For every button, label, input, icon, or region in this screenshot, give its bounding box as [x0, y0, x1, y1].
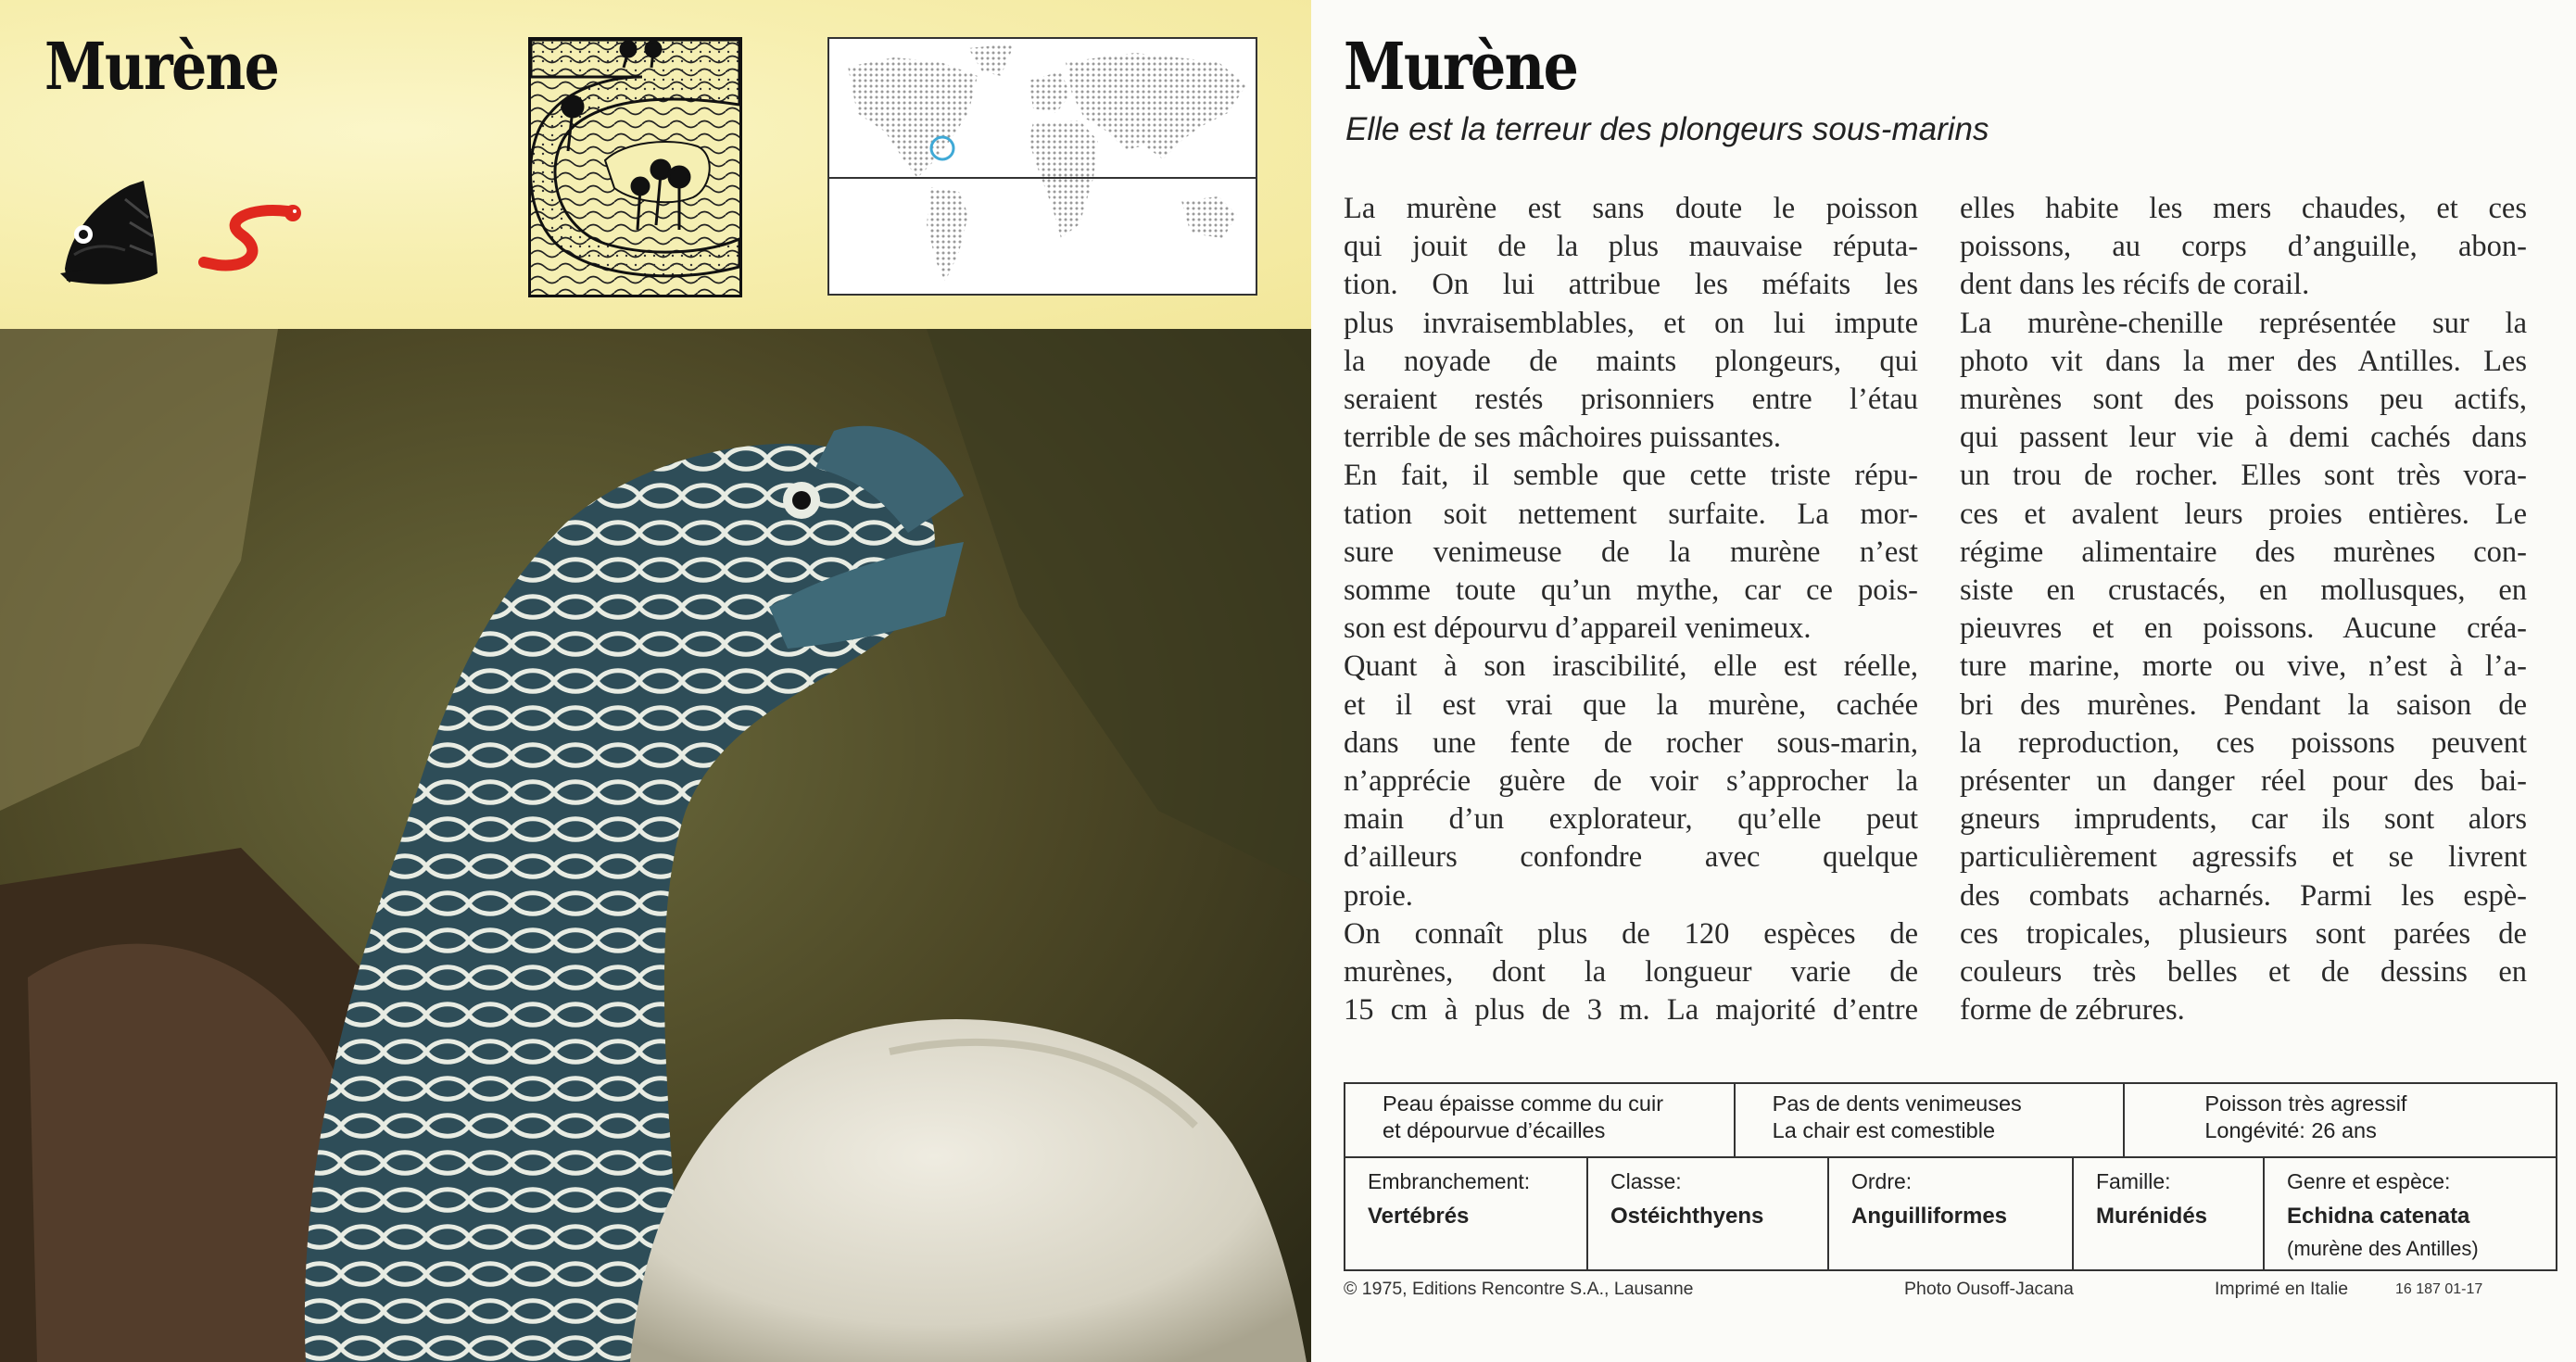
- taxonomy-value: Anguilliformes: [1851, 1204, 2008, 1229]
- fact-line: Pas de dents venimeuses: [1772, 1091, 2022, 1116]
- text-line: couleurs très belles et de dessins en: [1960, 955, 2527, 990]
- text-line: proie.: [1344, 878, 1413, 913]
- reef-habitat-icon: [528, 37, 742, 297]
- taxonomy-cell: [1588, 1158, 1829, 1269]
- text-line: bri des murènes. Pendant la saison de: [1960, 687, 2527, 722]
- text-line: seraient restés prisonniers entre l’étau: [1344, 383, 1918, 417]
- fact-cell: [2125, 1084, 2556, 1156]
- text-line: pieuvres et en poissons. Aucune créa-: [1960, 612, 2527, 646]
- text-line: tation soit nettement surfaite. La mor-: [1344, 497, 1918, 531]
- text-line: ces et avalent leurs proies entières. Le: [1960, 497, 2527, 531]
- card-header: [0, 0, 1311, 329]
- taxonomy-label: Ordre:: [1851, 1169, 1913, 1193]
- text-line: qui jouit de la plus mauvaise réputa-: [1344, 230, 1918, 264]
- text-line: des combats acharnés. Parmi les espè-: [1960, 878, 2527, 913]
- copyright-text: © 1975, Editions Rencontre S.A., Lausanne: [1344, 1279, 1694, 1299]
- fact-line: Longévité: 26 ans: [2204, 1118, 2377, 1142]
- text-line: qui passent leur vie à demi cachés dans: [1960, 421, 2527, 455]
- text-line: La murène est sans doute le poisson: [1344, 192, 1918, 225]
- fact-cell: [1736, 1084, 2126, 1156]
- text-line: dans une fente de rocher sous-marin,: [1344, 725, 1918, 760]
- taxonomy-cell: [2265, 1158, 2556, 1269]
- facts-top-row: [1344, 1082, 2557, 1158]
- text-line: un trou de rocher. Elles sont très vora-: [1960, 459, 2527, 493]
- fact-line: La chair est comestible: [1772, 1118, 1996, 1142]
- card-code: 16 187 01-17: [2395, 1281, 2483, 1297]
- taxonomy-label: Classe:: [1610, 1169, 1682, 1193]
- text-line: Quant à son irascibilité, elle est réelle,: [1344, 649, 1918, 684]
- printed-text: Imprimé en Italie: [2215, 1279, 2349, 1299]
- text-line: dent dans les récifs de corail.: [1960, 268, 2310, 302]
- taxonomy-value: Murénidés: [2096, 1204, 2208, 1229]
- text-line: d’ailleurs confondre avec quelque: [1344, 840, 1918, 875]
- text-line: la noyade de maints plongeurs, qui: [1344, 344, 1918, 378]
- back-card: [1311, 0, 2576, 1362]
- text-line: tion. On lui attribue les méfaits les: [1344, 268, 1918, 302]
- taxonomy-value: Echidna catenata: [2287, 1204, 2470, 1229]
- taxonomy-cell: [1829, 1158, 2074, 1269]
- text-line: forme de zébrures.: [1960, 993, 2185, 1028]
- taxonomy-cell: [2074, 1158, 2265, 1269]
- text-line: terrible de ses mâchoires puissantes.: [1344, 421, 1782, 455]
- text-line: sure venimeuse de la murène n’est: [1344, 535, 1918, 569]
- taxonomy-value: Ostéichthyens: [1610, 1204, 1764, 1229]
- taxonomy-value: Vertébrés: [1368, 1204, 1470, 1229]
- text-line: particulièrement agressifs et se livrent: [1960, 840, 2527, 875]
- text-line: La murène-chenille représentée sur la: [1960, 306, 2527, 340]
- card-title: Murène: [1344, 28, 1578, 105]
- text-column-1: [1344, 190, 1918, 1029]
- taxonomy-cell: [1345, 1158, 1588, 1269]
- text-line: et il est vrai que la murène, cachée: [1344, 687, 1918, 722]
- text-line: poissons, au corps d’anguille, abon-: [1960, 230, 2527, 264]
- text-line: murènes, dont la longueur varie de: [1344, 955, 1918, 990]
- fact-line: et dépourvue d’écailles: [1383, 1118, 1606, 1142]
- text-line: plus invraisemblables, et on lui impute: [1344, 306, 1918, 340]
- text-column-2: [1960, 190, 2527, 1029]
- card-subtitle: Elle est la terreur des plongeurs sous-marins: [1345, 111, 1989, 147]
- facts-table: [1344, 1082, 2557, 1271]
- text-line: photo vit dans la mer des Antilles. Les: [1960, 344, 2527, 378]
- text-line: la reproduction, ces poissons peuvent: [1960, 725, 2527, 760]
- text-line: En fait, il semble que cette triste répu-: [1344, 459, 1918, 493]
- taxonomy-label: Genre et espèce:: [2287, 1169, 2451, 1193]
- text-line: murènes sont des poissons peu actifs,: [1960, 383, 2527, 417]
- text-line: On connaît plus de 120 espèces de: [1344, 916, 1918, 951]
- text-line: n’apprécie guère de voir s’approcher la: [1344, 764, 1918, 799]
- text-line: ces tropicales, plusieurs sont parées de: [1960, 916, 2527, 951]
- text-line: somme toute qu’un mythe, car ce pois-: [1344, 574, 1918, 608]
- text-line: régime alimentaire des murènes con-: [1960, 535, 2527, 569]
- text-line: siste en crustacés, en mollusques, en: [1960, 574, 2527, 608]
- fact-line: Peau épaisse comme du cuir: [1383, 1091, 1664, 1116]
- world-map-icon: [827, 37, 1257, 296]
- taxonomy-label: Embranchement:: [1368, 1169, 1531, 1193]
- fact-line: Poisson très agressif: [2204, 1091, 2407, 1116]
- eel-icon: [195, 202, 306, 276]
- text-line: gneurs imprudents, car ils sont alors: [1960, 802, 2527, 837]
- text-line: présenter un danger réel pour des bai-: [1960, 764, 2527, 799]
- moray-eel-photo: [0, 329, 1311, 1362]
- card-title: Murène: [44, 28, 279, 105]
- fact-cell: [1345, 1084, 1736, 1156]
- text-line: son est dépourvu d’appareil venimeux.: [1344, 612, 1812, 646]
- fish-head-icon: [56, 181, 165, 292]
- taxonomy-row: [1344, 1158, 2557, 1271]
- text-line: ture marine, morte ou vive, n’est à l’a-: [1960, 649, 2527, 684]
- taxonomy-subvalue: (murène des Antilles): [2287, 1237, 2479, 1260]
- text-line: main d’un explorateur, qu’elle peut: [1344, 802, 1918, 837]
- text-line: elles habite les mers chaudes, et ces: [1960, 192, 2527, 225]
- photo-credit: Photo Ousoff-Jacana: [1904, 1279, 2074, 1299]
- taxonomy-label: Famille:: [2096, 1169, 2171, 1193]
- text-line: 15 cm à plus de 3 m. La majorité d’entre: [1344, 993, 1918, 1028]
